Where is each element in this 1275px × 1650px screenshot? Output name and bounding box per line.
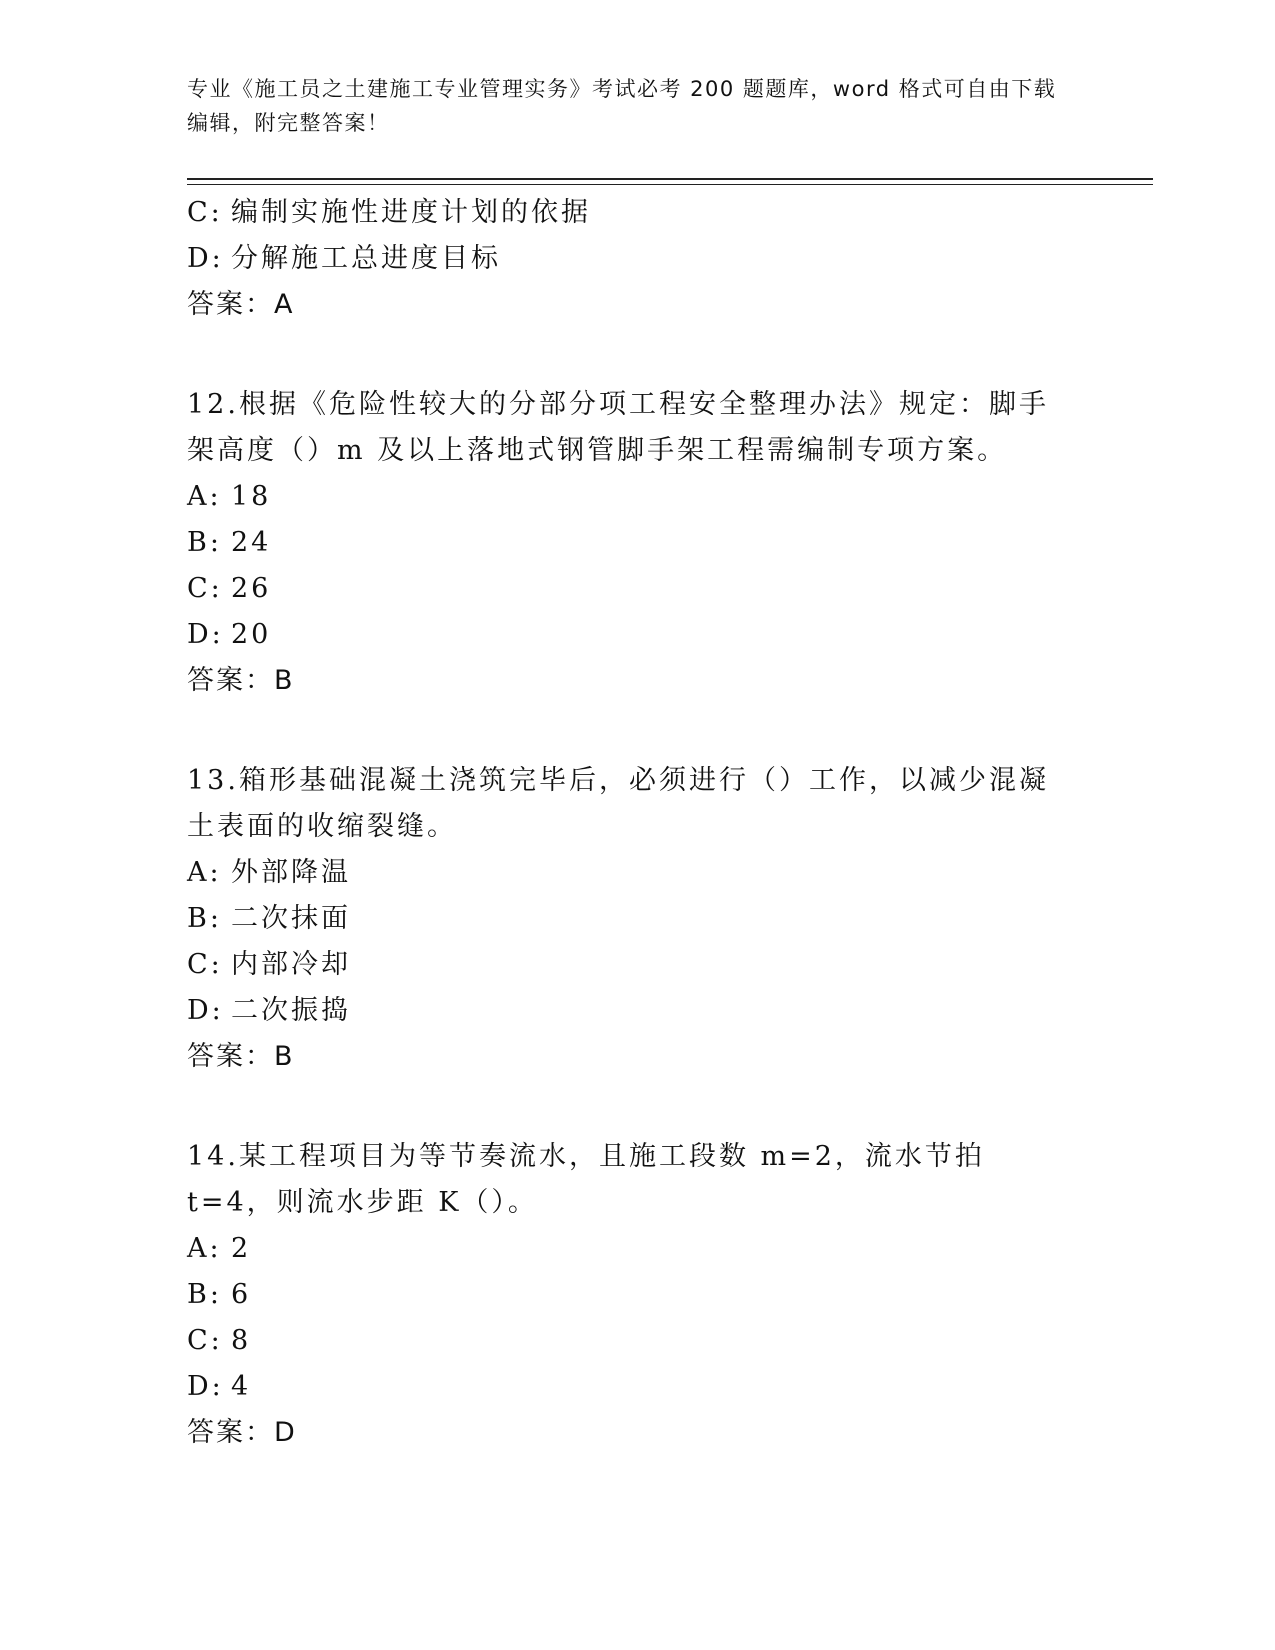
- option-text: 18: [231, 481, 272, 512]
- answer: 答案：B: [187, 1041, 295, 1072]
- option-letter: A:: [187, 1233, 222, 1264]
- option-text: 8: [231, 1325, 252, 1356]
- document-header: 专业《施工员之土建施工专业管理实务》考试必考 200 题题库，word 格式可自由下载编辑，附完整答案！: [187, 77, 1057, 135]
- option-text: 4: [231, 1371, 252, 1402]
- question-14: [187, 1134, 1087, 1456]
- option-text: 26: [231, 573, 272, 604]
- option-d: [187, 988, 1087, 1034]
- question-stem: 13.箱形基础混凝土浇筑完毕后，必须进行（）工作，以减少混凝土表面的收缩裂缝。: [187, 765, 1049, 842]
- question-stem: 12.根据《危险性较大的分部分项工程安全整理办法》规定：脚手架高度（）m 及以上落地式钢管脚手架工程需编制专项方案。: [187, 389, 1049, 466]
- option-a: [187, 1226, 1087, 1272]
- option-letter: D:: [187, 1371, 224, 1402]
- question-stem: 14.某工程项目为等节奏流水，且施工段数 m=2，流水节拍 t=4，则流水步距 K（）。: [187, 1141, 985, 1218]
- answer: 答案：D: [187, 1417, 297, 1448]
- option-a: [187, 850, 1087, 896]
- option-letter: C:: [187, 1325, 223, 1356]
- option-letter: C:: [187, 197, 223, 228]
- header-divider-thin: [187, 184, 1153, 185]
- option-d: [187, 612, 1087, 658]
- option-letter: B:: [187, 1279, 222, 1310]
- answer: 答案：A: [187, 289, 295, 320]
- option-letter: D:: [187, 619, 224, 650]
- option-a: [187, 474, 1087, 520]
- option-letter: C:: [187, 573, 223, 604]
- option-letter: A:: [187, 857, 222, 888]
- option-c: [187, 566, 1087, 612]
- option-c: [187, 942, 1087, 988]
- option-text: 二次抹面: [231, 903, 351, 934]
- question-list: [187, 190, 1087, 1456]
- question-13: [187, 758, 1087, 1080]
- option-b: [187, 1272, 1087, 1318]
- option-letter: C:: [187, 949, 223, 980]
- option-text: 2: [231, 1233, 252, 1264]
- option-text: 6: [231, 1279, 252, 1310]
- option-text: 分解施工总进度目标: [231, 243, 501, 274]
- option-b: [187, 520, 1087, 566]
- option-text: 内部冷却: [231, 949, 351, 980]
- header-divider-thick: [187, 178, 1153, 180]
- option-text: 外部降温: [231, 857, 351, 888]
- option-text: 24: [231, 527, 272, 558]
- answer: 答案：B: [187, 665, 295, 696]
- option-letter: A:: [187, 481, 222, 512]
- question-11-tail: [187, 190, 1087, 328]
- option-letter: B:: [187, 527, 222, 558]
- option-d: [187, 1364, 1087, 1410]
- option-c: [187, 190, 1087, 236]
- option-text: 二次振捣: [231, 995, 351, 1026]
- option-text: 编制实施性进度计划的依据: [231, 197, 591, 228]
- option-letter: D:: [187, 995, 224, 1026]
- option-text: 20: [231, 619, 272, 650]
- question-12: [187, 382, 1087, 704]
- option-c: [187, 1318, 1087, 1364]
- option-letter: B:: [187, 903, 222, 934]
- option-letter: D:: [187, 243, 224, 274]
- option-b: [187, 896, 1087, 942]
- option-d: [187, 236, 1087, 282]
